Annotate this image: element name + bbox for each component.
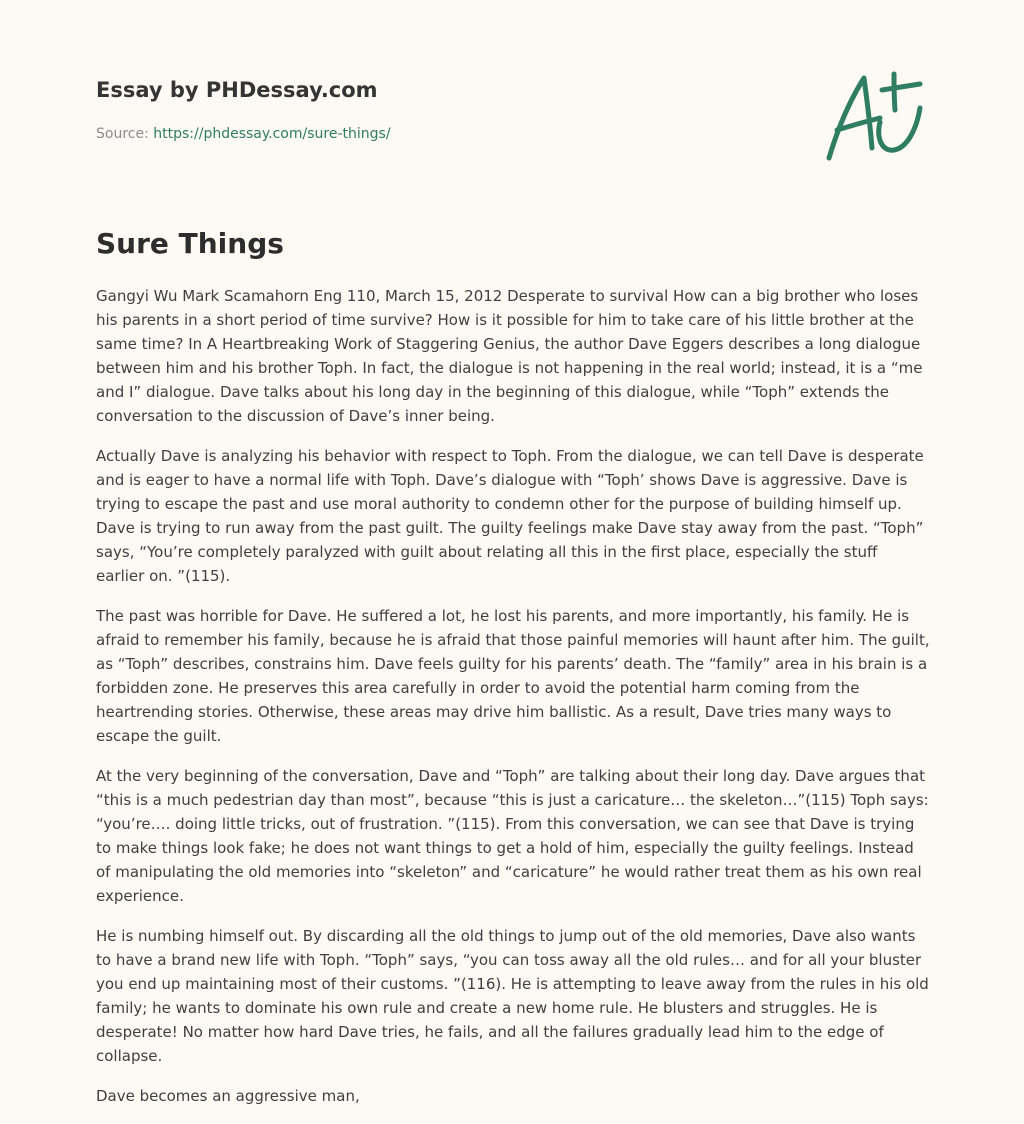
site-title: Essay by PHDessay.com bbox=[96, 78, 378, 102]
essay-title: Sure Things bbox=[96, 227, 284, 260]
essay-paragraph: The past was horrible for Dave. He suffered a lot, he lost his parents, and more importantly, his family. He is afraid to remember his family, because he is afraid that those painful memories will haunt after him. The guilt, as “Toph” describes, constrains him. Dave feels guilty for his parents’ death. The “family” area in his brain is a forbidden zone. He preserves this area carefully in order to avoid the potential harm coming from the heartrending stories. Otherwise, these areas may drive him ballistic. As a result, Dave tries many ways to escape the guilt. bbox=[96, 607, 930, 745]
essay-paragraph: Actually Dave is analyzing his behavior with respect to Toph. From the dialogue, we can tell Dave is desperate and is eager to have a normal life with Toph. Dave’s dialogue with “Toph’ shows Dave is aggressive. Dave is trying to escape the past and use moral authority to condemn other for the purpose of building himself up. Dave is trying to run away from the past guilt. The guilty feelings make Dave stay away from the past. “Toph” says, “You’re completely paralyzed with guilt about relating all this in the first place, especially the stuff earlier on. ”(115). bbox=[96, 447, 924, 585]
essay-paragraph: At the very beginning of the conversation, Dave and “Toph” are talking about their long day. Dave argues that “this is a much pedestrian day than most”, because “this is just a caricature… the skeleton…”(115) Toph says: “you’re…. doing little tricks, out of frustration. ”(115). From this conversation, we can see that Dave is trying to make things look fake; he does not want things to get a hold of him, especially the guilty feelings. Instead of manipulating the old memories into “skeleton” and “caricature” he would rather treat them as his own real experience. bbox=[96, 767, 929, 905]
source-link[interactable]: https://phdessay.com/sure-things/ bbox=[153, 126, 391, 142]
header bbox=[96, 76, 696, 144]
essay-paragraph: Dave becomes an aggressive man, bbox=[96, 1087, 360, 1105]
essay-paragraph: Gangyi Wu Mark Scamahorn Eng 110, March 15, 2012 Desperate to survival How can a big brother who loses his parents in a short period of time survive? How is it possible for him to take care of his little brother at the same time? In A Heartbreaking Work of Staggering Genius, the author Dave Eggers describes a long dialogue between him and his brother Toph. In fact, the dialogue is not happening in the real world; instead, it is a “me and I” dialogue. Dave talks about his long day in the beginning of this dialogue, while “Toph” extends the conversation to the discussion of Dave’s inner being. bbox=[96, 287, 923, 425]
source-label: Source: bbox=[96, 126, 149, 142]
essay-body bbox=[96, 284, 930, 1124]
source-line bbox=[96, 124, 696, 144]
a-plus-logo bbox=[820, 66, 930, 166]
essay-paragraph: He is numbing himself out. By discarding all the old things to jump out of the old memories, Dave also wants to have a brand new life with Toph. “Toph” says, “you can toss away all the old rules… and for all your bluster you end up maintaining most of their customs. ”(116). He is attempting to leave away from the rules in his old family; he wants to dominate his own rule and create a new home rule. He blusters and struggles. He is desperate! No matter how hard Dave tries, he fails, and all the failures gradually lead him to the edge of collapse. bbox=[96, 927, 929, 1065]
a-plus-logo-icon bbox=[820, 66, 930, 166]
